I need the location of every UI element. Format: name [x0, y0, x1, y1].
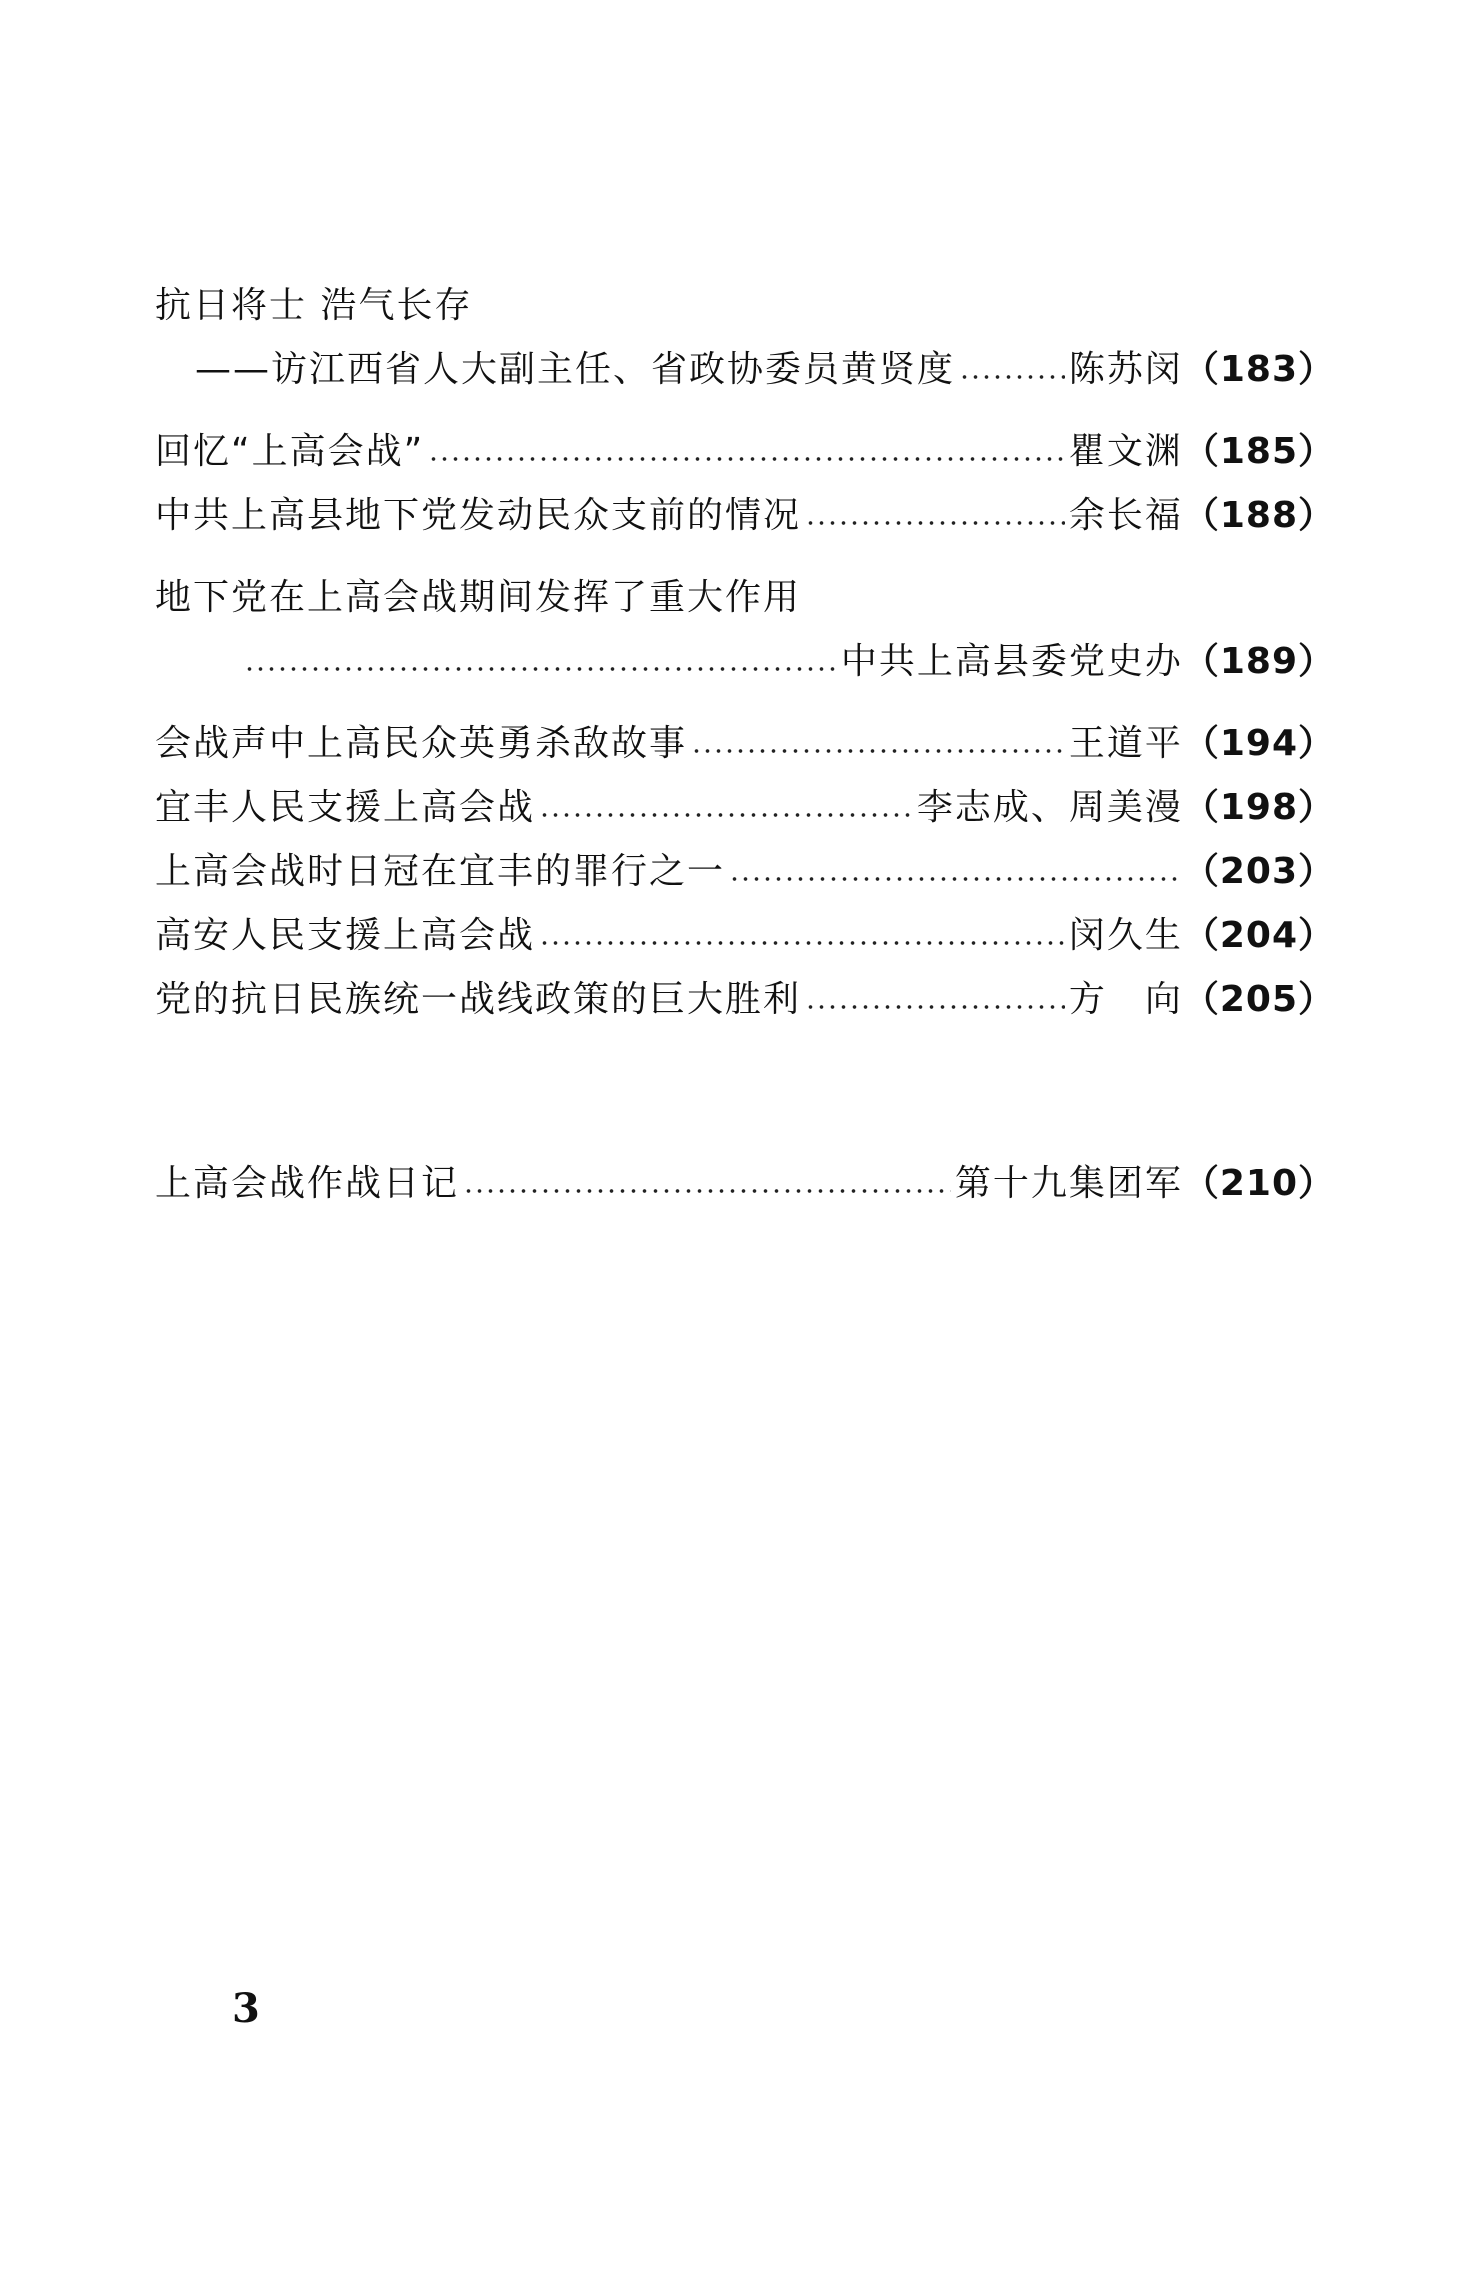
toc-entry-page: （188）	[1182, 494, 1335, 536]
toc-entry	[155, 562, 1335, 626]
toc-entry	[155, 334, 1335, 398]
toc-entry-page: （203）	[1182, 850, 1335, 892]
toc-entry-author: 陈苏闵	[1068, 348, 1183, 390]
toc-entry-page: （183）	[1182, 348, 1335, 390]
toc-entry-title: 高安人民支援上高会战	[155, 914, 536, 956]
toc-entry-page: （210）	[1182, 1162, 1335, 1204]
toc-entry-page: （204）	[1182, 914, 1335, 956]
toc-entry-title: 中共上高县地下党发动民众支前的情况	[155, 494, 802, 536]
dot-leader	[805, 978, 1065, 1014]
toc-entry-title: 上高会战时日冠在宜丰的罪行之一	[155, 850, 726, 892]
dot-leader	[428, 430, 1065, 466]
dot-leader	[729, 850, 1179, 886]
toc-entry-page: （205）	[1182, 978, 1335, 1020]
toc-entry	[155, 1148, 1335, 1212]
dot-leader	[805, 494, 1065, 530]
toc-entry-author: 李志成、周美漫	[916, 786, 1183, 828]
toc-entry	[155, 900, 1335, 964]
toc-entry	[155, 836, 1335, 900]
toc-entry	[155, 416, 1335, 480]
toc-entry	[155, 270, 1335, 334]
toc-entry-author: 瞿文渊	[1068, 430, 1183, 472]
toc-entry	[155, 480, 1335, 544]
toc-entry-author: 闵久生	[1068, 914, 1183, 956]
dot-leader	[691, 722, 1065, 758]
toc-entry-title: 上高会战作战日记	[155, 1162, 460, 1204]
toc-entry-title: 地下党在上高会战期间发挥了重大作用	[155, 576, 802, 618]
toc-entry-author: 方 向	[1068, 978, 1183, 1020]
toc-entry-title: 回忆“上高会战”	[155, 430, 425, 472]
toc-entry	[155, 772, 1335, 836]
toc-entry-author: 中共上高县委党史办	[840, 640, 1183, 682]
toc-entry-author: 第十九集团军	[954, 1162, 1183, 1204]
toc-entry-title: 宜丰人民支援上高会战	[155, 786, 536, 828]
toc-entry	[155, 708, 1335, 772]
toc-entry-author: 余长福	[1068, 494, 1183, 536]
page-number: 3	[232, 1985, 260, 2032]
toc-entry-page: （194）	[1182, 722, 1335, 764]
toc-entry-page: （198）	[1182, 786, 1335, 828]
dot-leader	[463, 1162, 951, 1198]
dot-leader	[539, 914, 1065, 950]
toc-entry-author: 王道平	[1068, 722, 1183, 764]
dot-leader	[244, 640, 837, 676]
toc-entry-page: （189）	[1182, 640, 1335, 682]
table-of-contents	[155, 270, 1335, 1212]
toc-entry-title: ——访江西省人大副主任、省政协委员黄贤度	[195, 348, 956, 390]
toc-entry	[155, 626, 1335, 690]
toc-entry-title: 党的抗日民族统一战线政策的巨大胜利	[155, 978, 802, 1020]
dot-leader	[959, 348, 1065, 384]
toc-entry-page: （185）	[1182, 430, 1335, 472]
toc-entry	[155, 964, 1335, 1028]
toc-entry-title: 会战声中上高民众英勇杀敌故事	[155, 722, 688, 764]
dot-leader	[539, 786, 913, 822]
toc-entry-title: 抗日将士 浩气长存	[155, 284, 473, 326]
